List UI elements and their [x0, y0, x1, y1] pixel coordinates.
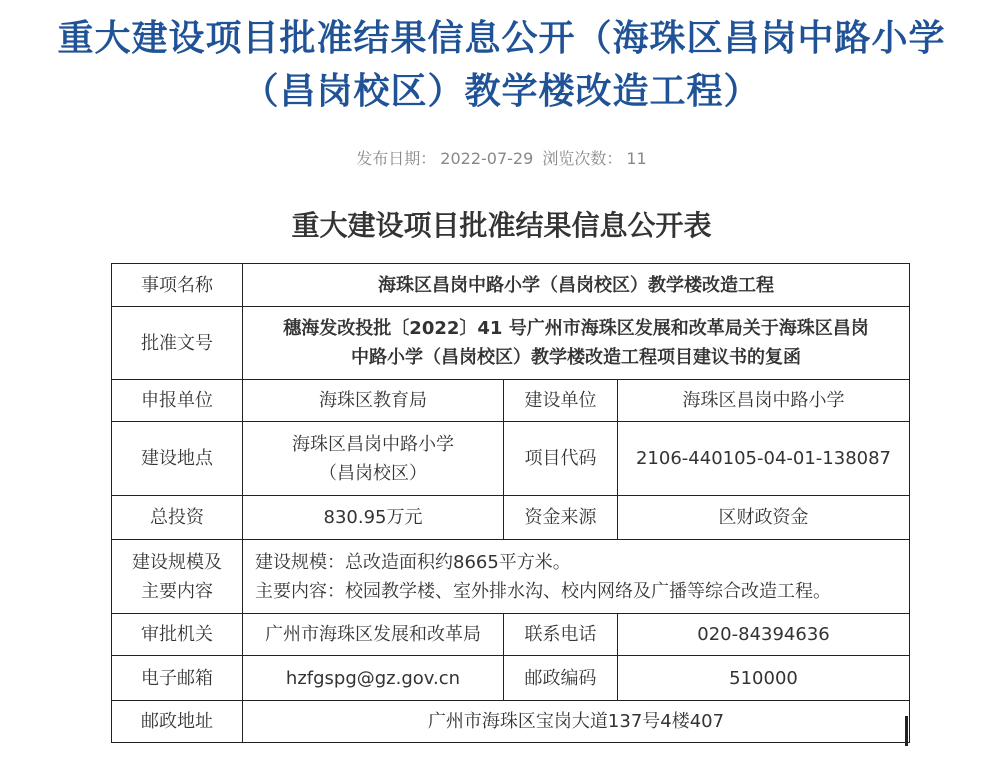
views-count: 11 [626, 149, 647, 168]
email: hzfgspg@gz.gov.cn [243, 656, 504, 701]
project-code: 2106-440105-04-01-138087 [618, 422, 910, 496]
site-line2: （昌岗校区） [319, 462, 427, 484]
fund-source-label: 资金来源 [504, 496, 618, 540]
table-row [112, 380, 910, 422]
approval-no-line2: 中路小学（昌岗校区）教学楼改造工程项目建议书的复函 [351, 347, 801, 368]
postcode: 510000 [618, 656, 910, 701]
item-name: 海珠区昌岗中路小学（昌岗校区）教学楼改造工程 [243, 264, 910, 307]
table-row [112, 701, 910, 743]
scale-content [243, 540, 910, 614]
scale-label [112, 540, 243, 614]
postcode-label: 邮政编码 [504, 656, 618, 701]
scale-label-line1: 建设规模及 [132, 551, 222, 573]
scale-line2: 主要内容：校园教学楼、室外排水沟、校内网络及广播等综合改造工程。 [255, 580, 831, 602]
authority-label: 审批机关 [112, 614, 243, 656]
builder-label: 建设单位 [504, 380, 618, 422]
phone: 020-84394636 [618, 614, 910, 656]
table-row [112, 496, 910, 540]
table-row [112, 614, 910, 656]
info-table [111, 263, 910, 743]
investment-label: 总投资 [112, 496, 243, 540]
table-row [112, 307, 910, 380]
table-row [112, 422, 910, 496]
item-name-label: 事项名称 [112, 264, 243, 307]
applicant-label: 申报单位 [112, 380, 243, 422]
address-label: 邮政地址 [112, 701, 243, 743]
authority: 广州市海珠区发展和改革局 [243, 614, 504, 656]
scale-line1: 建设规模：总改造面积约8665平方米。 [255, 551, 571, 573]
applicant: 海珠区教育局 [243, 380, 504, 422]
scale-label-line2: 主要内容 [141, 580, 213, 602]
table-row [112, 656, 910, 701]
code-label: 项目代码 [504, 422, 618, 496]
publish-date: 2022-07-29 [440, 149, 534, 168]
page-title-line1: 重大建设项目批准结果信息公开（海珠区昌岗中路小学 [57, 18, 946, 59]
views-label: 浏览次数： [542, 149, 623, 168]
table-row [112, 264, 910, 307]
builder: 海珠区昌岗中路小学 [618, 380, 910, 422]
address: 广州市海珠区宝岗大道137号4楼407 [243, 701, 910, 743]
edge-marker [905, 716, 908, 746]
page-title-line2: （昌岗校区）教学楼改造工程） [242, 71, 761, 112]
phone-label: 联系电话 [504, 614, 618, 656]
table-title: 重大建设项目批准结果信息公开表 [291, 209, 712, 242]
table-row [112, 540, 910, 614]
fund-source: 区财政资金 [618, 496, 910, 540]
investment: 830.95万元 [243, 496, 504, 540]
approval-no-label: 批准文号 [112, 307, 243, 380]
publish-date-label: 发布日期： [356, 149, 437, 168]
page-title [0, 12, 1003, 118]
site-line1: 海珠区昌岗中路小学 [292, 433, 454, 455]
site [243, 422, 504, 496]
approval-no [243, 307, 910, 380]
site-label: 建设地点 [112, 422, 243, 496]
email-label: 电子邮箱 [112, 656, 243, 701]
approval-no-line1: 穗海发改投批〔2022〕41 号广州市海珠区发展和改革局关于海珠区昌岗 [283, 318, 869, 339]
article-meta [0, 146, 1003, 169]
